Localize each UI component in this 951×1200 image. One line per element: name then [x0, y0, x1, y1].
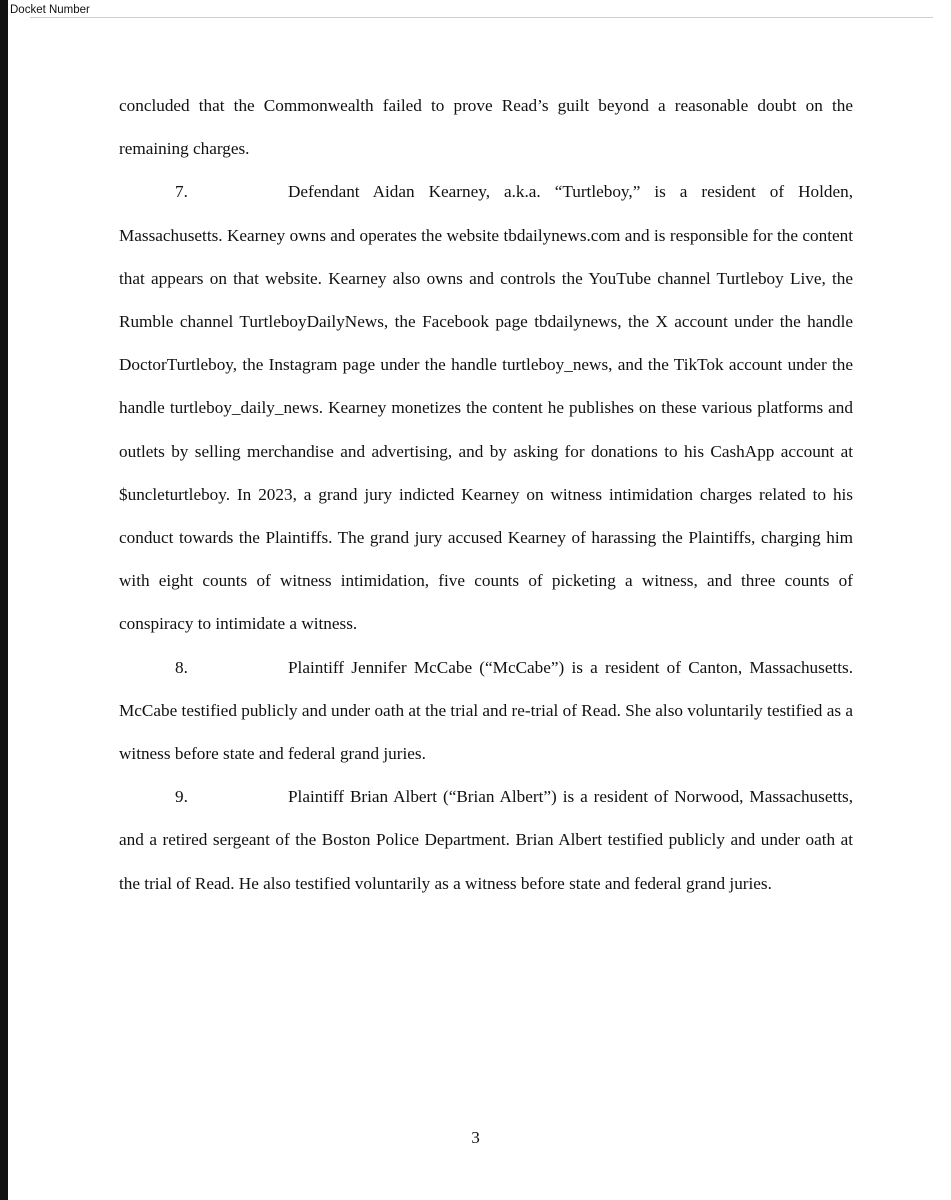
scan-edge — [0, 0, 8, 1200]
paragraph-9 — [119, 775, 853, 905]
paragraph-text: Plaintiff Brian Albert (“Brian Albert”) is a resident of Norwood, Massachusetts, and a retired sergeant of the Boston Police Department. Brian Albert testified publicly and under oath at the trial of Read. He also testified voluntarily as a witness before state and federal grand juries. — [119, 787, 853, 893]
paragraph-number: 7. — [175, 182, 188, 202]
paragraph-number: 9. — [175, 787, 188, 807]
docket-number-label: Docket Number — [10, 4, 90, 16]
header-divider — [30, 17, 933, 18]
paragraph-8 — [119, 646, 853, 776]
page-number: 3 — [471, 1128, 480, 1147]
paragraph-text: Plaintiff Jennifer McCabe (“McCabe”) is a resident of Canton, Massachusetts. McCabe testified publicly and under oath at the trial and re-trial of Read. She also voluntarily testified as a witness before state and federal grand juries. — [119, 657, 853, 764]
paragraph-text: concluded that the Commonwealth failed to prove Read’s guilt beyond a reasonable doubt on the remaining charges. — [119, 96, 853, 159]
paragraph-text: Defendant Aidan Kearney, a.k.a. “Turtleboy,” is a resident of Holden, Massachusetts. Kearney owns and operates the website tbdailynews.com and is responsible for the content that appears on that website. Kearney also owns and controls the YouTube channel Turtleboy Live, the Rumble channel TurtleboyDailyNews, the Facebook page tbdailynews, the X account under the handle DoctorTurtleboy, the Instagram page under the handle turtleboy_news, and the TikTok account under the handle turtleboy_daily_news. Kearney monetizes the content he publishes on these various platforms and outlets by selling merchandise and advertising, and by asking for donations to his CashApp account at $uncleturtleboy. In 2023, a grand jury indicted Kearney on witness intimidation charges related to his conduct towards the Plaintiffs. The grand jury accused Kearney of harassing the Plaintiffs, charging him with eight counts of witness intimidation, five counts of picketing a witness, and three counts of conspiracy to intimidate a witness. — [119, 182, 853, 634]
paragraph-number: 8. — [175, 657, 188, 677]
paragraph-7 — [119, 170, 853, 645]
document-body — [119, 84, 853, 905]
paragraph-continuation — [119, 84, 853, 170]
